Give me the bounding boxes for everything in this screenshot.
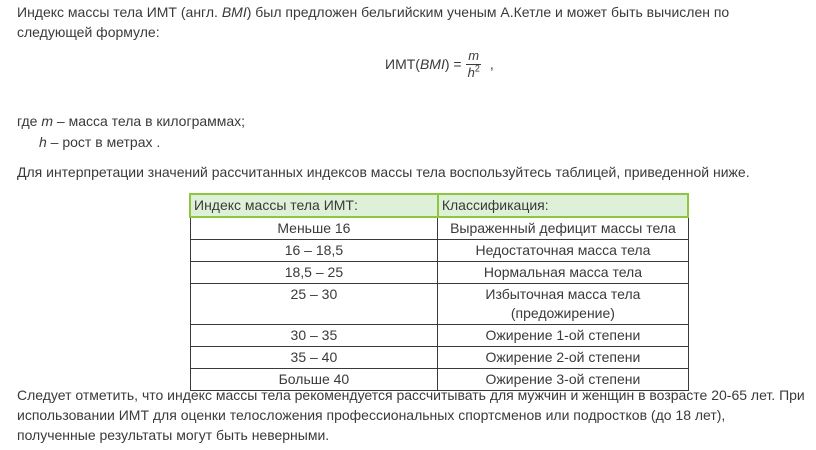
intro-text-end: ) был предложен бельгийским ученым А.Кетле и может быть вычислен по следующей формуле:: [17, 4, 730, 40]
table-header-class: Классификация:: [438, 194, 688, 217]
legend-height: [39, 132, 160, 152]
intro-bmi-abbr: BMI: [221, 4, 247, 20]
legend-prefix: где: [17, 113, 42, 129]
table-row: [190, 262, 688, 284]
table-cell-bmi: Больше 40: [190, 369, 438, 391]
conclusion-paragraph: Следует отметить, что индекс массы тела рекомендуется рассчитывать для мужчин и женщин в возрасте 20-65 лет. При использовании ИМТ для оценки телосложения профессиональных спортсменов или подростков (до 18 лет), полученные результаты могут быть неверными.: [17, 387, 805, 443]
formula-fraction: [466, 48, 482, 81]
table-cell-bmi: 25 – 30: [190, 284, 438, 325]
legend-mass-text: – масса тела в килограммах;: [53, 113, 246, 129]
formula-tail: ,: [489, 56, 494, 72]
formula-denominator-wrap: [466, 65, 482, 81]
bmi-formula: [385, 44, 494, 84]
legend-height-var: h: [39, 134, 47, 150]
table-cell-bmi: 35 – 40: [190, 347, 438, 369]
table-row: [190, 217, 688, 240]
formula-denominator: h: [467, 64, 475, 80]
table-cell-class: Ожирение 2-ой степени: [438, 347, 688, 369]
legend-mass: [17, 111, 245, 131]
table-cell-bmi: Меньше 16: [190, 217, 438, 240]
formula-lhs-end: ) =: [444, 56, 462, 72]
table-cell-class: Ожирение 1-ой степени: [438, 325, 688, 347]
table-cell-class: Выраженный дефицит массы тела: [438, 217, 688, 240]
table-row: [190, 325, 688, 347]
table-row: [190, 240, 688, 262]
table-row: [190, 347, 688, 369]
table-cell-class: Избыточная масса тела (предожирение): [438, 284, 688, 325]
table-cell-class: Нормальная масса тела: [438, 262, 688, 284]
formula-exponent: 2: [474, 63, 480, 74]
table-row: [190, 284, 688, 325]
table-cell-bmi: 30 – 35: [190, 325, 438, 347]
table-header-row: [190, 194, 688, 217]
legend-mass-var: m: [41, 113, 53, 129]
interpretation-paragraph: Для интерпретации значений рассчитанных индексов массы тела воспользуйтесь таблицей, приведенной ниже.: [17, 164, 750, 180]
table-cell-class: Ожирение 3-ой степени: [438, 369, 688, 391]
formula-lhs-bmi: BMI: [419, 56, 445, 72]
table-cell-bmi: 16 – 18,5: [190, 240, 438, 262]
formula-lhs: ИМТ(: [385, 56, 420, 72]
table-header-bmi: Индекс массы тела ИМТ:: [190, 194, 438, 217]
legend-height-text: – рост в метрах .: [46, 134, 161, 150]
table-cell-bmi: 18,5 – 25: [190, 262, 438, 284]
intro-paragraph: [17, 2, 807, 42]
formula-numerator: m: [468, 47, 480, 63]
bmi-classification-table: [189, 193, 689, 391]
table-cell-class: Недостаточная масса тела: [438, 240, 688, 262]
intro-text-start: Индекс массы тела ИМТ (англ.: [17, 4, 222, 20]
